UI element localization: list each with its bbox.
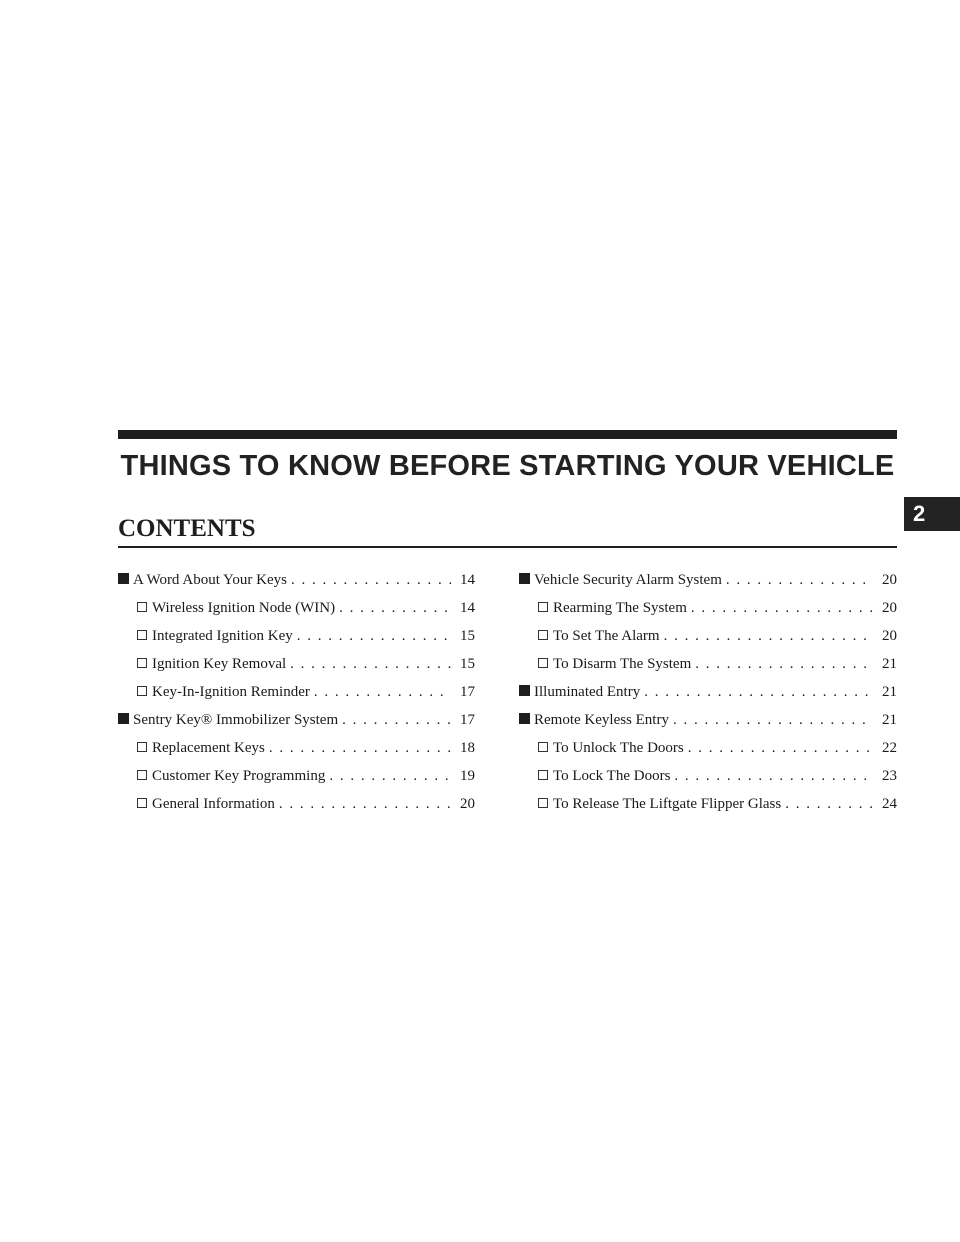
toc-entry-label: To Set The Alarm [553, 628, 660, 644]
chapter-top-rule [118, 430, 897, 439]
hollow-square-bullet-icon [538, 770, 548, 780]
toc-entry-label: To Release The Liftgate Flipper Glass [553, 796, 782, 812]
filled-square-bullet-icon [519, 713, 530, 724]
hollow-square-bullet-icon [538, 630, 548, 640]
toc-entry-label: To Lock The Doors [553, 768, 671, 784]
toc-entry-page-number: 19 [460, 768, 475, 784]
dot-leader [722, 566, 873, 594]
toc-entry[interactable] [118, 650, 475, 678]
dot-leader [275, 790, 451, 818]
hollow-square-bullet-icon [137, 602, 147, 612]
toc-entry-label: Key-In-Ignition Reminder [152, 684, 310, 700]
toc-left-column [118, 566, 475, 818]
toc-entry-page-number: 24 [882, 796, 897, 812]
toc-entry-label: Sentry Key® Immobilizer System [133, 712, 339, 728]
toc-entry-page-number: 18 [460, 740, 475, 756]
toc-entry[interactable] [118, 734, 475, 762]
toc-entry[interactable] [118, 762, 475, 790]
toc-entry[interactable] [519, 706, 897, 734]
toc-entry-page-number: 15 [460, 656, 475, 672]
toc-right-column [519, 566, 897, 818]
toc-entry[interactable] [519, 790, 897, 818]
toc-entry[interactable] [118, 790, 475, 818]
toc-entry-label: Vehicle Security Alarm System [534, 572, 722, 588]
hollow-square-bullet-icon [538, 798, 548, 808]
toc-entry-label: Remote Keyless Entry [534, 712, 669, 728]
toc-entry-page-number: 21 [882, 656, 897, 672]
toc-entry[interactable] [519, 734, 897, 762]
filled-square-bullet-icon [118, 713, 129, 724]
toc-entry-label: Customer Key Programming [152, 768, 326, 784]
toc-entry-page-number: 20 [882, 572, 897, 588]
toc-entry-label: Wireless Ignition Node (WIN) [152, 600, 336, 616]
chapter-number: 2 [913, 501, 926, 526]
dot-leader [265, 734, 451, 762]
toc-entry-page-number: 20 [882, 600, 897, 616]
dot-leader [310, 678, 451, 706]
toc-entry-page-number: 17 [460, 712, 475, 728]
toc-entry-label: Rearming The System [553, 600, 687, 616]
toc-entry-label: Integrated Ignition Key [152, 628, 293, 644]
dot-leader [325, 762, 451, 790]
dot-leader [335, 594, 451, 622]
toc-entry[interactable] [519, 762, 897, 790]
contents-rule [118, 546, 897, 548]
dot-leader [338, 706, 451, 734]
hollow-square-bullet-icon [538, 742, 548, 752]
toc-entry-page-number: 14 [460, 600, 475, 616]
toc-entry[interactable] [118, 594, 475, 622]
dot-leader [286, 650, 451, 678]
hollow-square-bullet-icon [137, 658, 147, 668]
dot-leader [691, 650, 873, 678]
hollow-square-bullet-icon [137, 630, 147, 640]
toc-entry-label: A Word About Your Keys [133, 572, 287, 588]
hollow-square-bullet-icon [137, 798, 147, 808]
filled-square-bullet-icon [118, 573, 129, 584]
toc-entry[interactable] [118, 678, 475, 706]
hollow-square-bullet-icon [137, 686, 147, 696]
chapter-title: THINGS TO KNOW BEFORE STARTING YOUR VEHICLE [120, 450, 895, 482]
dot-leader [287, 566, 451, 594]
filled-square-bullet-icon [519, 685, 530, 696]
hollow-square-bullet-icon [538, 658, 548, 668]
hollow-square-bullet-icon [137, 770, 147, 780]
dot-leader [781, 790, 873, 818]
toc-entry-page-number: 20 [460, 796, 475, 812]
dot-leader [684, 734, 873, 762]
toc-entry-page-number: 17 [460, 684, 475, 700]
toc-entry[interactable] [519, 650, 897, 678]
toc-entry-page-number: 21 [882, 712, 897, 728]
hollow-square-bullet-icon [538, 602, 548, 612]
toc-entry-label: To Unlock The Doors [553, 740, 684, 756]
toc-entry-page-number: 20 [882, 628, 897, 644]
toc-entry-page-number: 22 [882, 740, 897, 756]
dot-leader [293, 622, 451, 650]
toc-entry[interactable] [118, 706, 475, 734]
toc-entry-label: Illuminated Entry [534, 684, 641, 700]
toc-entry[interactable] [519, 594, 897, 622]
toc-entry-label: Replacement Keys [152, 740, 265, 756]
toc-entry[interactable] [118, 622, 475, 650]
toc-entry-page-number: 21 [882, 684, 897, 700]
toc-entry-label: Ignition Key Removal [152, 656, 287, 672]
toc-entry-page-number: 23 [882, 768, 897, 784]
filled-square-bullet-icon [519, 573, 530, 584]
toc-entry-page-number: 14 [460, 572, 475, 588]
dot-leader [670, 762, 873, 790]
dot-leader [640, 678, 873, 706]
toc-entry-label: General Information [152, 796, 275, 812]
toc-entry[interactable] [519, 566, 897, 594]
hollow-square-bullet-icon [137, 742, 147, 752]
toc-entry[interactable] [519, 622, 897, 650]
toc-entry-label: To Disarm The System [553, 656, 692, 672]
chapter-number-tab[interactable] [904, 497, 960, 531]
dot-leader [669, 706, 873, 734]
contents-heading: CONTENTS [118, 515, 256, 542]
dot-leader [660, 622, 873, 650]
toc-entry[interactable] [118, 566, 475, 594]
dot-leader [687, 594, 873, 622]
toc-entry[interactable] [519, 678, 897, 706]
toc-entry-page-number: 15 [460, 628, 475, 644]
